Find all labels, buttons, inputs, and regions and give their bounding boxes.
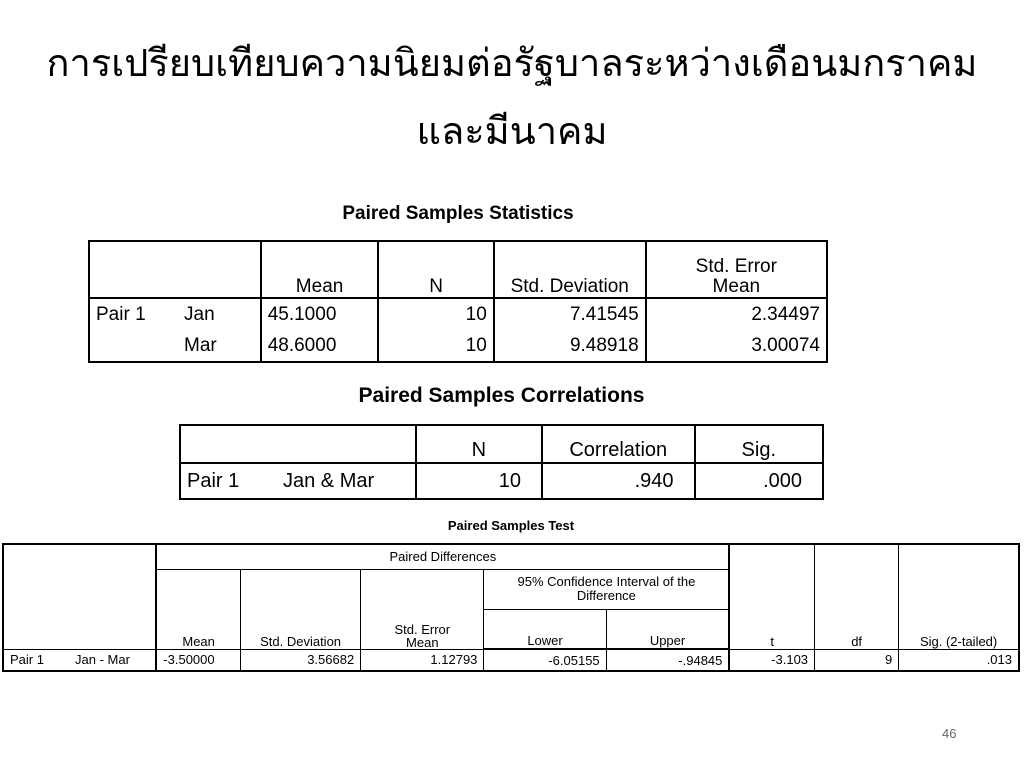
header-lower: Lower [484,609,606,649]
header-blank [89,241,261,298]
cell-std-deviation: 7.41545 [494,298,646,330]
header-n: N [378,241,493,298]
cell-correlation: .940 [542,463,695,499]
row-label [3,649,156,671]
cell-n: 10 [416,463,542,499]
row-label [89,298,261,330]
header-mean: Mean [261,241,379,298]
header-correlation: Correlation [542,425,695,463]
table-header-row [89,241,827,298]
table-row [3,649,1019,671]
slide-title-line2: และมีนาคม [416,111,608,153]
header-sig: Sig. [695,425,823,463]
variable-label: Mar [184,334,217,356]
cell-lower: -6.05155 [484,649,606,671]
cell-n: 10 [378,298,493,330]
cell-std-error-mean: 3.00074 [646,330,827,362]
cell-upper: -.94845 [606,649,729,671]
table-row [89,330,827,362]
cell-sig: .013 [899,649,1019,671]
page-number: 46 [942,726,957,741]
cell-sig: .000 [695,463,823,499]
slide-title [40,30,984,166]
cell-mean: 48.6000 [261,330,379,362]
header-sig-2-tailed: Sig. (2-tailed) [899,544,1019,649]
header-blank [180,425,416,463]
pair-label: Pair 1 [187,469,240,492]
header-mean: Mean [156,569,240,649]
header-t: t [729,544,814,649]
pair-variables: Jan - Mar [75,652,130,668]
header-paired-differences: Paired Differences [156,544,729,569]
pair-label: Pair 1 [96,303,146,325]
row-label [180,463,416,499]
table-header-row [180,425,823,463]
slide-title-line1: การเปรียบเทียบความนิยมต่อรัฐบาลระหว่างเดือนมกราคม [46,43,978,85]
header-n: N [416,425,542,463]
table-header-row [3,544,1019,569]
test-table-caption: Paired Samples Test [447,518,575,533]
header-std-error-mean: Std. Error Mean [646,241,827,298]
table-row [89,298,827,330]
header-std-deviation: Std. Deviation [240,569,360,649]
header-df: df [815,544,899,649]
paired-samples-correlations-table [179,424,824,500]
table-row [180,463,823,499]
variable-label: Jan [184,303,215,325]
cell-std-deviation: 9.48918 [494,330,646,362]
cell-std-deviation: 3.56682 [240,649,360,671]
cell-df: 9 [815,649,899,671]
header-std-deviation: Std. Deviation [494,241,646,298]
cell-t: -3.103 [729,649,814,671]
header-std-error-mean: Std. Error Mean [361,569,484,649]
pair-label: Pair 1 [10,652,44,668]
corr-table-caption: Paired Samples Correlations [358,384,645,407]
cell-n: 10 [378,330,493,362]
paired-samples-statistics-table [88,240,828,363]
stats-table-caption: Paired Samples Statistics [342,203,574,224]
pair-variables: Jan & Mar [283,469,375,492]
cell-mean: 45.1000 [261,298,379,330]
paired-samples-test-table [2,543,1020,672]
cell-std-error-mean: 2.34497 [646,298,827,330]
cell-std-error-mean: 1.12793 [361,649,484,671]
header-blank [3,544,156,649]
header-confidence-interval: 95% Confidence Interval of the Difference [484,569,729,609]
row-label [89,330,261,362]
cell-mean: -3.50000 [156,649,240,671]
header-upper: Upper [606,609,729,649]
